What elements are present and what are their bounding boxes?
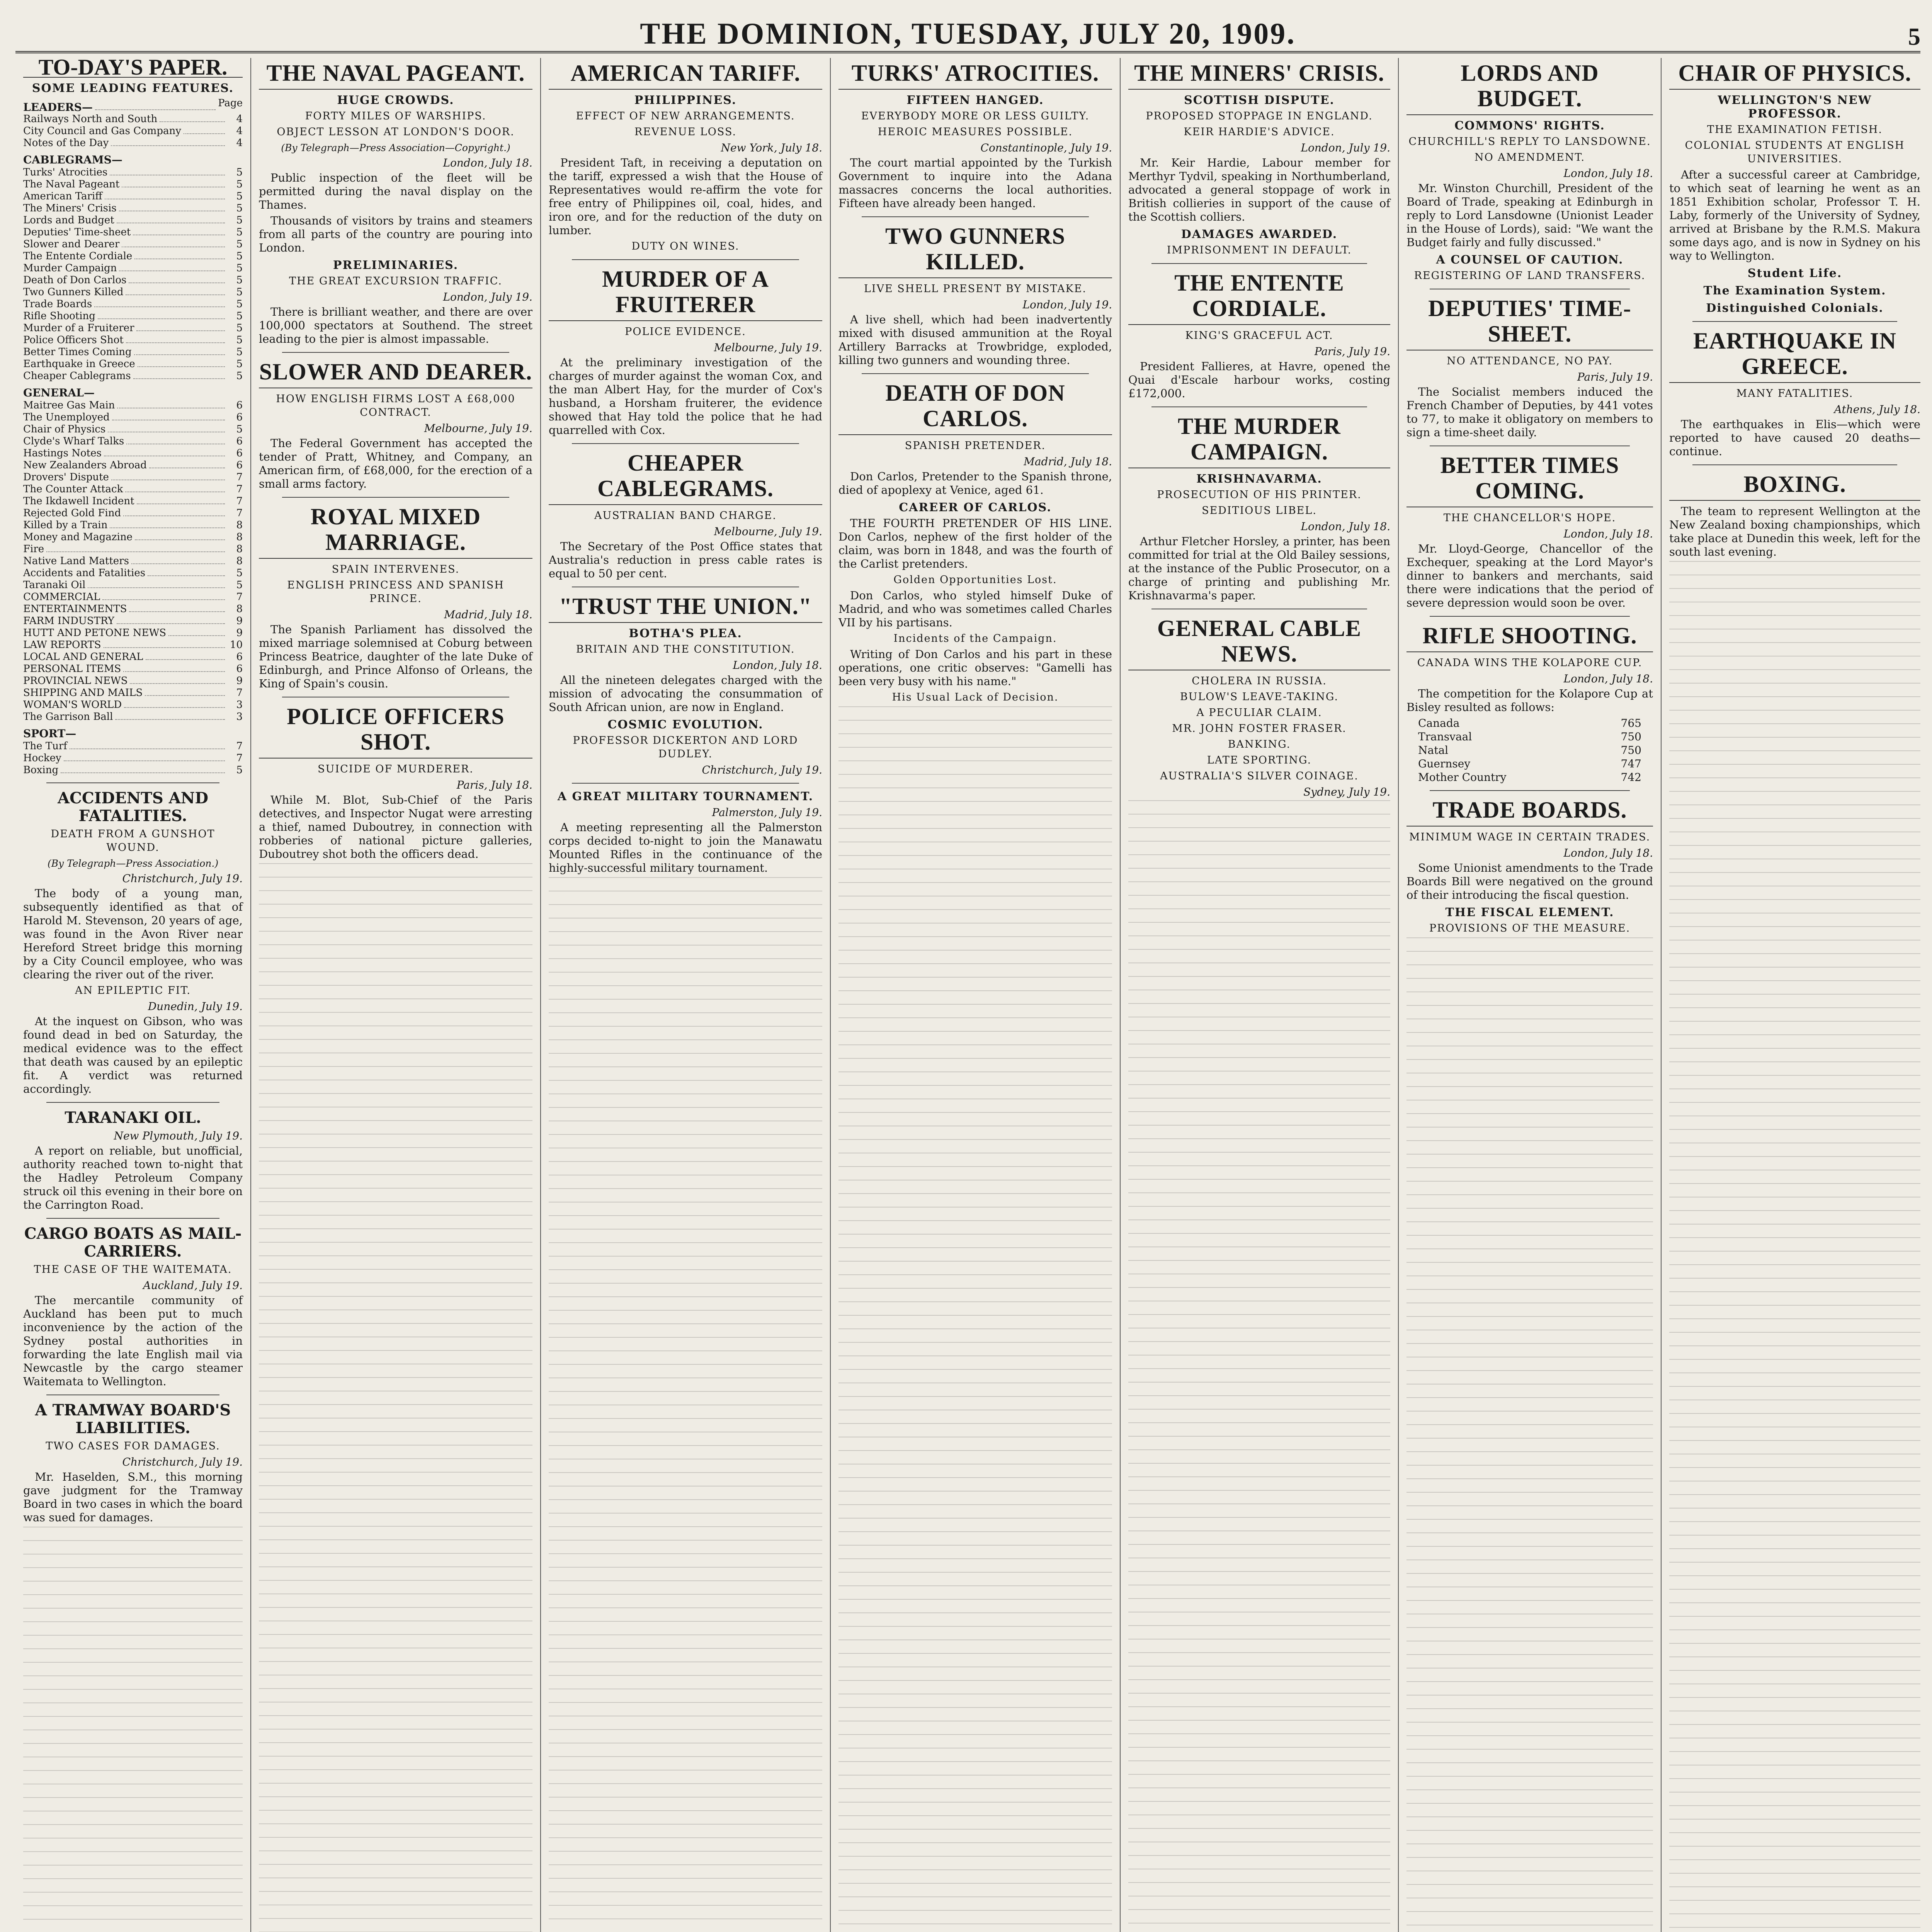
article-subhead: PROPOSED STOPPAGE IN ENGLAND. (1146, 110, 1373, 122)
article-subhead: BRITAIN AND THE CONSTITUTION. (576, 643, 795, 655)
article-paragraph: At the preliminary investigation of the charges of murder against the woman Cox, and the man Albert Hay, for the murder of Cox's husband, a Horsham fruiterer, the evidence showed that Hay told the police that he had quarrelled with Cox. (549, 356, 822, 437)
dateline: Auckland, July 19. (143, 1279, 243, 1292)
article-headline: BETTER TIMES COMING. (1406, 452, 1653, 507)
body-text-lines (23, 1527, 243, 1932)
dateline: Palmerston, July 19. (712, 806, 822, 819)
dateline: London, July 19. (443, 291, 532, 303)
article-headline: DEATH OF DON CARLOS. (838, 380, 1112, 435)
body-text-lines (259, 863, 532, 1932)
toc-entry: The Unemployed 6 (23, 412, 243, 423)
page-number: 5 (1908, 23, 1920, 50)
article-headline: MURDER OF A FRUITERER (549, 266, 822, 321)
dateline: Paris, July 19. (1314, 345, 1390, 358)
article-subhead: THE FISCAL ELEMENT. (1445, 906, 1614, 919)
toc-entry: PROVINCIAL NEWS 9 (23, 675, 243, 687)
article-subhead: THE EXAMINATION FETISH. (1707, 124, 1883, 136)
score-row: Mother Country 742 (1418, 771, 1641, 784)
wire-credit: (By Telegraph—Press Association—Copyright.) (281, 142, 510, 153)
article-headline: CHAIR OF PHYSICS. (1669, 60, 1920, 90)
article-subhead: PHILIPPINES. (634, 94, 737, 107)
toc-entry: Murder Campaign 5 (23, 262, 243, 274)
dateline: Melbourne, July 19. (714, 341, 822, 354)
toc-entry: Turks' Atrocities 5 (23, 167, 243, 178)
dateline: Paris, July 19. (1577, 371, 1653, 383)
article-subhead: EVERYBODY MORE OR LESS GUILTY. (861, 110, 1090, 122)
column-turks-atrocities (831, 58, 1121, 1932)
toc-entry: Two Gunners Killed 5 (23, 286, 243, 298)
article-headline: A TRAMWAY BOARD'S LIABILITIES. (35, 1401, 231, 1437)
article-subhead: HEROIC MEASURES POSSIBLE. (878, 126, 1073, 138)
article-paragraph: Arthur Fletcher Horsley, a printer, has been committed for trial at the Old Bailey sessions, at the instance of the Public Prosecutor, on a charge of printing and publishing Mr. Krishnavarma's paper. (1128, 535, 1390, 602)
article-subhead: FIFTEEN HANGED. (906, 94, 1044, 107)
toc-title: TO-DAY'S PAPER. (23, 60, 243, 78)
dateline: Paris, July 18. (456, 779, 532, 791)
article-subhead: MANY FATALITIES. (1736, 388, 1854, 400)
toc-entry: PERSONAL ITEMS 6 (23, 663, 243, 675)
column-american-tariff (541, 58, 831, 1932)
toc-list-departments (23, 591, 243, 723)
article-paragraph: The mercantile community of Auckland has been put to much inconvenience by the action of the Sydney postal authorities in forwarding the late English mail via Newcastle by the cargo steamer Waitemata to Wellington. (23, 1294, 243, 1388)
dateline: London, July 18. (1563, 847, 1653, 859)
article-subhead: CHURCHILL'S REPLY TO LANSDOWNE. (1408, 136, 1651, 148)
article-subhead: EFFECT OF NEW ARRANGEMENTS. (576, 110, 795, 122)
article-subhead: PRELIMINARIES. (333, 259, 459, 272)
dateline: Constantinople, July 19. (980, 141, 1112, 154)
toc-list-cablegrams (23, 167, 243, 382)
dateline: Athens, July 18. (1834, 403, 1920, 416)
column-chair-physics (1662, 58, 1928, 1932)
article-subhead: IMPRISONMENT IN DEFAULT. (1167, 244, 1352, 256)
article-subhead: LIVE SHELL PRESENT BY MISTAKE. (864, 283, 1087, 295)
toc-entry: The Ikdawell Incident 7 (23, 495, 243, 507)
article-subhead: SPAIN INTERVENES. (332, 563, 460, 575)
article-paragraph: President Fallieres, at Havre, opened the Quai d'Escale harbour works, costing £172,000. (1128, 360, 1390, 400)
article-paragraph: All the nineteen delegates charged with the mission of advocating the consummation of South African union, are now in England. (549, 673, 822, 714)
toc-entry: The Miners' Crisis 5 (23, 202, 243, 214)
body-text-lines (1128, 800, 1390, 1932)
article-subhead: WELLINGTON'S NEW PROFESSOR. (1718, 94, 1872, 121)
dateline: London, July 18. (1563, 672, 1653, 685)
toc-list-leaders (23, 113, 243, 149)
toc-entry: Taranaki Oil 5 (23, 579, 243, 591)
article-subhead: PROVISIONS OF THE MEASURE. (1429, 922, 1631, 934)
article-paragraph: A live shell, which had been inadvertently mixed with disused ammunition at the Royal Artillery Barracks at Trowbridge, exploded, killing two gunners and wounding three. (838, 313, 1112, 367)
article-subhead: Incidents of the Campaign. (893, 633, 1057, 645)
masthead-title: THE DOMINION, TUESDAY, JULY 20, 1909. (640, 17, 1296, 50)
article-subhead: DEATH FROM A GUNSHOT WOUND. (51, 828, 215, 854)
article-paragraph: There is brilliant weather, and there are over 100,000 spectators at Southend. The street leading to the pier is almost impassable. (259, 305, 532, 345)
dateline: London, July 18. (1563, 167, 1653, 180)
dateline: Melbourne, July 19. (424, 422, 532, 435)
article-subhead: NO AMENDMENT. (1474, 151, 1585, 163)
toc-entry: City Council and Gas Company 4 (23, 125, 243, 137)
article-paragraph: The competition for the Kolapore Cup at Bisley resulted as follows: (1406, 687, 1653, 714)
article-headline: ACCIDENTS AND FATALITIES. (57, 789, 209, 825)
toc-entry: Clyde's Wharf Talks 6 (23, 435, 243, 447)
article-headline: EARTHQUAKE IN GREECE. (1669, 328, 1920, 383)
article-headline: THE MURDER CAMPAIGN. (1128, 413, 1390, 468)
toc-entry: The Garrison Ball 3 (23, 711, 243, 723)
body-text-lines (838, 706, 1112, 1932)
dateline: London, July 18. (733, 659, 822, 672)
article-subhead: CHOLERA IN RUSSIA. (1192, 675, 1327, 687)
toc-entry: Chair of Physics 5 (23, 423, 243, 435)
article-subhead: Golden Opportunities Lost. (893, 574, 1057, 586)
toc-entry: Native Land Matters 8 (23, 555, 243, 567)
article-subhead: CAREER OF CARLOS. (899, 501, 1052, 514)
toc-entry: Money and Magazine 8 (23, 531, 243, 543)
toc-entry: Rejected Gold Find 7 (23, 507, 243, 519)
article-subhead: DAMAGES AWARDED. (1181, 228, 1338, 241)
toc-entry: The Entente Cordiale 5 (23, 250, 243, 262)
article-paragraph: The body of a young man, subsequently identified as that of Harold M. Stevenson, 20 years of age, was found in the Avon River near Hereford Street bridge this morning by a City Council employee, who was clearing the river out of the river. (23, 887, 243, 981)
article-subhead: AUSTRALIA'S SILVER COINAGE. (1160, 770, 1359, 782)
toc-entry: Accidents and Fatalities 5 (23, 567, 243, 579)
article-subhead: COLONIAL STUDENTS AT ENGLISH UNIVERSITIES. (1685, 139, 1905, 165)
toc-entry: ENTERTAINMENTS 8 (23, 603, 243, 615)
article-subhead: His Usual Lack of Decision. (892, 691, 1059, 703)
toc-entry: The Naval Pageant 5 (23, 179, 243, 190)
article-paragraph: Some Unionist amendments to the Trade Boards Bill were negatived on the ground of their introducing the fiscal question. (1406, 861, 1653, 901)
article-paragraph: The Socialist members induced the French Chamber of Deputies, by 441 votes to 77, to make it obligatory on members to sign a time-sheet daily. (1406, 385, 1653, 439)
article-paragraph: After a successful career at Cambridge, to which seat of learning he went as an 1851 Exhibition scholar, Professor T. H. Laby, formerly of the University of Sydney, arrived at Brisbane by the R.M.S. Makura some days ago, and is now in Sydney on his way to Wellington. (1669, 168, 1920, 262)
article-subhead: THE CHANCELLOR'S HOPE. (1443, 512, 1616, 524)
article-paragraph: Writing of Don Carlos and his part in these operations, one critic observes: "Gamelli has been very busy with his name." (838, 648, 1112, 688)
article-subhead: SCOTTISH DISPUTE. (1184, 94, 1335, 107)
dateline: Sydney, July 19. (1303, 786, 1390, 798)
article-subhead: THE GREAT EXCURSION TRAFFIC. (289, 275, 503, 287)
toc-entry: Deputies' Time-sheet 5 (23, 226, 243, 238)
dateline: London, July 18. (443, 156, 532, 169)
article-subhead: ENGLISH PRINCESS AND SPANISH PRINCE. (287, 579, 504, 605)
article-subhead: A PECULIAR CLAIM. (1196, 707, 1322, 719)
article-paragraph: A meeting representing all the Palmerston corps decided to-night to join the Manawatu Mounted Rifles in the continuance of the highly-successful military tournament. (549, 821, 822, 874)
toc-section-cablegrams: CABLEGRAMS— (23, 153, 122, 166)
article-subhead: AN EPILEPTIC FIT. (75, 985, 191, 997)
article-subhead: PROFESSOR DICKERTON AND LORD DUDLEY. (573, 735, 798, 760)
body-text-lines (1406, 937, 1653, 1932)
score-row: Guernsey 747 (1418, 757, 1641, 770)
article-subhead: The Examination System. (1703, 284, 1886, 298)
article-headline: TARANAKI OIL. (65, 1109, 201, 1127)
toc-entry: Cheaper Cablegrams 5 (23, 370, 243, 382)
column-lords-budget (1399, 58, 1662, 1932)
article-paragraph: The earthquakes in Elis—which were reported to have caused 20 deaths—continue. (1669, 418, 1920, 458)
dateline: Dunedin, July 19. (148, 1000, 243, 1013)
article-subhead: A COUNSEL OF CAUTION. (1436, 253, 1624, 267)
article-subhead: AUSTRALIAN BAND CHARGE. (594, 510, 777, 522)
article-subhead: THE CASE OF THE WAITEMATA. (34, 1264, 232, 1276)
article-headline: POLICE OFFICERS SHOT. (259, 704, 532, 759)
wire-credit: (By Telegraph—Press Association.) (47, 858, 219, 869)
article-subhead: DUTY ON WINES. (631, 240, 740, 252)
article-subhead: TWO CASES FOR DAMAGES. (46, 1440, 220, 1452)
article-headline: CHEAPER CABLEGRAMS. (549, 450, 822, 505)
article-headline: THE ENTENTE CORDIALE. (1128, 270, 1390, 325)
toc-section-general: GENERAL— (23, 386, 95, 399)
toc-entry: Hastings Notes 6 (23, 447, 243, 459)
column-naval-pageant (251, 58, 541, 1932)
toc-entry: Hockey 7 (23, 752, 243, 764)
toc-entry: LOCAL AND GENERAL 6 (23, 651, 243, 663)
dateline: London, July 19. (1022, 298, 1112, 311)
article-subhead: COMMONS' RIGHTS. (1454, 119, 1605, 133)
toc-entry: HUTT AND PETONE NEWS 9 (23, 627, 243, 639)
dateline: Melbourne, July 19. (714, 525, 822, 538)
article-paragraph: THE FOURTH PRETENDER OF HIS LINE. Don Carlos, nephew of the first holder of the claim, was born in 1848, and was the fourth of the Carlist pretenders. (838, 517, 1112, 570)
kolapore-cup-results (1406, 716, 1653, 784)
toc-entry: The Counter Attack 7 (23, 483, 243, 495)
article-paragraph: A report on reliable, but unofficial, authority reached town to-night that the Hadley Petroleum Company struck oil this evening in their bore on the Carrington Road. (23, 1144, 243, 1211)
article-subhead: HUGE CROWDS. (337, 94, 454, 107)
score-row: Canada 765 (1418, 717, 1641, 730)
article-paragraph: The Federal Government has accepted the tender of Pratt, Whitney, and Company, an American firm, of £68,000, for the erection of a small arms factory. (259, 437, 532, 490)
article-headline: THE MINERS' CRISIS. (1128, 60, 1390, 90)
article-headline: LORDS AND BUDGET. (1406, 60, 1653, 115)
article-headline: AMERICAN TARIFF. (549, 60, 822, 90)
article-subhead: KING'S GRACEFUL ACT. (1185, 330, 1333, 342)
article-subhead: BANKING. (1228, 738, 1291, 750)
toc-entry: Boxing 5 (23, 764, 243, 776)
article-paragraph: While M. Blot, Sub-Chief of the Paris detectives, and Inspector Nugat were arresting a thief, named Duboutrey, in connection with robberies of national picture galleries, Duboutrey shot both the officers dead. (259, 793, 532, 861)
dateline: London, July 18. (1301, 520, 1390, 533)
toc-entry: Fire 8 (23, 543, 243, 555)
body-text-lines (549, 877, 822, 1932)
article-subhead: Distinguished Colonials. (1706, 301, 1884, 315)
masthead (15, 8, 1920, 53)
toc-entry: Rifle Shooting 5 (23, 310, 243, 322)
article-paragraph: Mr. Winston Churchill, President of the Board of Trade, speaking at Edinburgh in reply to Lord Lansdowne (Unionist Leader in the House of Lords), said: "We want the Budget fairly and fully discussed." (1406, 182, 1653, 249)
dateline: New Plymouth, July 19. (114, 1129, 243, 1142)
score-row: Natal 750 (1418, 744, 1641, 757)
article-subhead: OBJECT LESSON AT LONDON'S DOOR. (277, 126, 515, 138)
toc-entry: American Tariff 5 (23, 190, 243, 202)
toc-entry: Better Times Coming 5 (23, 346, 243, 358)
article-headline: CARGO BOATS AS MAIL-CARRIERS. (24, 1225, 242, 1260)
article-subhead: BULOW'S LEAVE-TAKING. (1180, 691, 1339, 703)
article-subhead: REVENUE LOSS. (634, 126, 737, 138)
dateline: Christchurch, July 19. (122, 872, 243, 885)
article-subhead: MR. JOHN FOSTER FRASER. (1172, 723, 1347, 735)
toc-entry: SHIPPING AND MAILS 7 (23, 687, 243, 699)
toc-list-general (23, 400, 243, 591)
toc-list-sport (23, 740, 243, 776)
toc-section-sport: SPORT— (23, 727, 77, 740)
dateline: Madrid, July 18. (444, 608, 532, 621)
article-subhead: REGISTERING OF LAND TRANSFERS. (1414, 270, 1646, 282)
column-contents (15, 58, 251, 1932)
toc-entry: The Turf 7 (23, 740, 243, 752)
article-paragraph: Mr. Keir Hardie, Labour member for Merthyr Tydvil, speaking in Northumberland, advocated a general stoppage of work in British collieries in support of the cause of the Scottish colliers. (1128, 156, 1390, 223)
article-subhead: Student Life. (1747, 267, 1842, 280)
article-subhead: COSMIC EVOLUTION. (607, 718, 764, 731)
toc-entry: Earthquake in Greece 5 (23, 358, 243, 370)
article-headline: TURKS' ATROCITIES. (838, 60, 1112, 90)
article-subhead: LATE SPORTING. (1207, 754, 1312, 766)
article-headline: THE NAVAL PAGEANT. (259, 60, 532, 90)
toc-entry: COMMERCIAL 7 (23, 591, 243, 603)
dateline: Christchurch, July 19. (122, 1456, 243, 1468)
article-subhead: SUICIDE OF MURDERER. (318, 763, 474, 775)
article-subhead: NO ATTENDANCE, NO PAY. (1447, 355, 1613, 367)
dateline: Christchurch, July 19. (702, 764, 822, 776)
article-headline: BOXING. (1669, 471, 1920, 501)
article-headline: TRADE BOARDS. (1406, 797, 1653, 827)
article-paragraph: Mr. Haselden, S.M., this morning gave judgment for the Tramway Board in two cases in which the board was sued for damages. (23, 1470, 243, 1524)
article-subhead: SEDITIOUS LIBEL. (1202, 505, 1317, 517)
article-subhead: SPANISH PRETENDER. (905, 440, 1046, 452)
article-headline: SLOWER AND DEARER. (259, 359, 532, 388)
column-miners-crisis (1121, 58, 1399, 1932)
toc-entry: WOMAN'S WORLD 3 (23, 699, 243, 711)
article-subhead: KRISHNAVARMA. (1196, 472, 1322, 486)
toc-entry: Murder of a Fruiterer 5 (23, 322, 243, 334)
toc-section-leaders: LEADERS— Page (23, 97, 243, 114)
article-paragraph: Public inspection of the fleet will be permitted during the naval display on the Thames. (259, 171, 532, 211)
toc-entry: Police Officers Shot 5 (23, 334, 243, 346)
article-headline: DEPUTIES' TIME-SHEET. (1406, 296, 1653, 350)
article-headline: TWO GUNNERS KILLED. (838, 223, 1112, 278)
article-subhead: PROSECUTION OF HIS PRINTER. (1157, 489, 1362, 501)
article-subhead: FORTY MILES OF WARSHIPS. (305, 110, 486, 122)
toc-entry: Lords and Budget 5 (23, 214, 243, 226)
article-subhead: CANADA WINS THE KOLAPORE CUP. (1417, 657, 1643, 669)
article-subhead: A GREAT MILITARY TOURNAMENT. (557, 790, 814, 803)
article-subhead: BOTHA'S PLEA. (629, 627, 742, 640)
article-paragraph: Mr. Lloyd-George, Chancellor of the Exchequer, speaking at the Lord Mayor's dinner to bankers and merchants, said there were indications that the period of severe depression would soon be over. (1406, 542, 1653, 609)
toc-entry: Railways North and South 4 (23, 113, 243, 125)
article-headline: RIFLE SHOOTING. (1406, 623, 1653, 652)
article-headline: ROYAL MIXED MARRIAGE. (259, 504, 532, 559)
article-paragraph: Don Carlos, who styled himself Duke of Madrid, and who was sometimes called Charles VII by his partisans. (838, 589, 1112, 629)
toc-entry: Death of Don Carlos 5 (23, 274, 243, 286)
article-subhead: KEIR HARDIE'S ADVICE. (1184, 126, 1335, 138)
article-subhead: POLICE EVIDENCE. (625, 326, 746, 338)
article-paragraph: The Secretary of the Post Office states that Australia's reduction in press cable rates is equal to 50 per cent. (549, 540, 822, 580)
article-headline: "TRUST THE UNION." (549, 594, 822, 623)
article-paragraph: The court martial appointed by the Turkish Government to inquire into the Adana massacres concerns the local authorities. Fifteen have already been hanged. (838, 156, 1112, 210)
toc-entry: Killed by a Train 8 (23, 519, 243, 531)
article-paragraph: The Spanish Parliament has dissolved the mixed marriage solemnised at Coburg between Princess Beatrice, daughter of the late Duke of Edinburgh, and Prince Alfonso of Orleans, the King of Spain's cousin. (259, 623, 532, 690)
article-subhead: HOW ENGLISH FIRMS LOST A £68,000 CONTRACT. (276, 393, 515, 418)
toc-entry: LAW REPORTS 10 (23, 639, 243, 651)
article-headline: GENERAL CABLE NEWS. (1128, 616, 1390, 670)
toc-entry: Notes of the Day 4 (23, 137, 243, 149)
dateline: Madrid, July 18. (1024, 455, 1112, 468)
article-paragraph: Thousands of visitors by trains and steamers from all parts of the country are pouring into London. (259, 214, 532, 254)
toc-entry: Maitree Gas Main 6 (23, 400, 243, 411)
dateline: London, July 19. (1301, 141, 1390, 154)
body-text-lines (1669, 561, 1920, 1932)
article-paragraph: At the inquest on Gibson, who was found dead in bed on Saturday, the medical evidence was to the effect that death was caused by an epileptic fit. A verdict was returned accordingly. (23, 1015, 243, 1095)
article-paragraph: Don Carlos, Pretender to the Spanish throne, died of apoplexy at Venice, aged 61. (838, 470, 1112, 497)
toc-entry: Trade Boards 5 (23, 298, 243, 310)
dateline: London, July 18. (1563, 527, 1653, 540)
toc-entry: Slower and Dearer 5 (23, 238, 243, 250)
toc-entry: Drovers' Dispute 7 (23, 471, 243, 483)
toc-subtitle: SOME LEADING FEATURES. (32, 82, 234, 95)
toc-entry: FARM INDUSTRY 9 (23, 615, 243, 627)
article-paragraph: The team to represent Wellington at the New Zealand boxing championships, which take place at Dunedin this week, left for the south last evening. (1669, 505, 1920, 558)
article-subhead: MINIMUM WAGE IN CERTAIN TRADES. (1409, 831, 1651, 843)
score-row: Transvaal 750 (1418, 730, 1641, 743)
dateline: New York, July 18. (721, 141, 822, 154)
article-paragraph: President Taft, in receiving a deputation on the tariff, expressed a wish that the House of Representatives would re-affirm the vote for free entry of Philippines oil, coal, hides, and iron ore, and for the reduction of the duty on lumber. (549, 156, 822, 237)
toc-entry: New Zealanders Abroad 6 (23, 459, 243, 471)
